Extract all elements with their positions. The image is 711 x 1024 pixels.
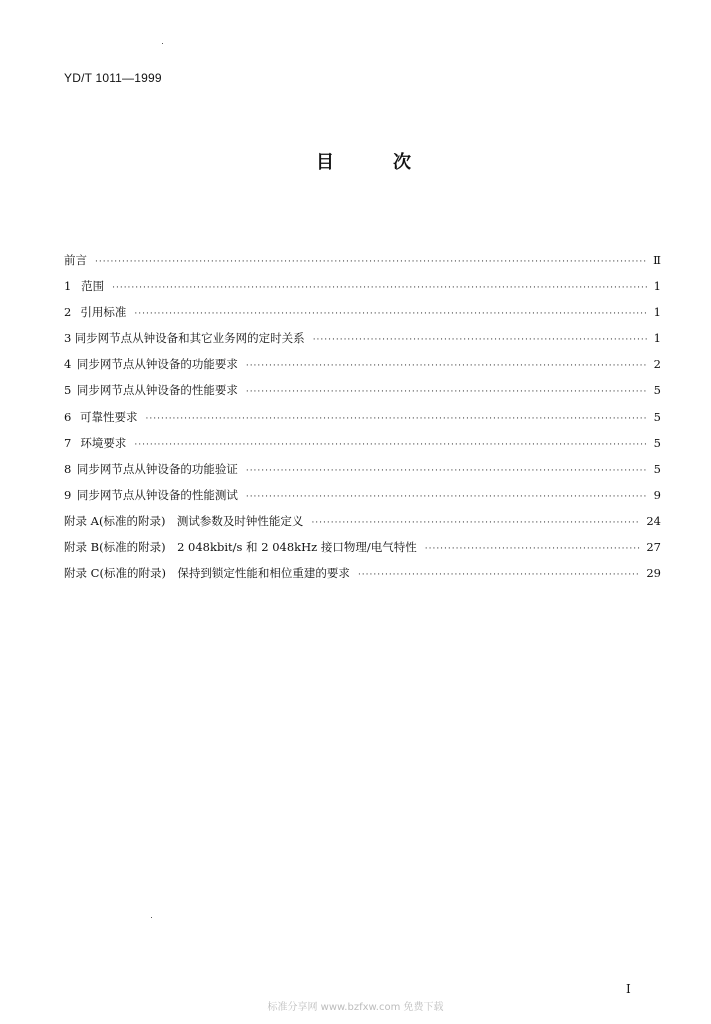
toc-section-number: 1 (64, 279, 72, 294)
toc-section-number: 2 (64, 305, 72, 320)
toc-entry-6[interactable] (64, 409, 661, 435)
toc-dot-leader (95, 257, 647, 267)
toc-dot-leader (246, 387, 647, 397)
toc-page-number: 27 (646, 540, 661, 555)
toc-entry-1[interactable] (64, 278, 661, 304)
toc-dot-leader (246, 361, 647, 371)
toc-dot-leader (246, 466, 647, 476)
toc-entry-7[interactable] (64, 435, 661, 461)
toc-entry-9[interactable] (64, 487, 661, 513)
toc-label: 同步网节点从钟设备和其它业务网的定时关系 (74, 331, 305, 346)
standard-code: YD/T 1011—1999 (64, 71, 162, 85)
toc-page-number: 1 (653, 331, 661, 346)
toc-label: 环境要求 (80, 435, 127, 450)
scan-speck (162, 43, 163, 44)
toc-page-number: 2 (653, 357, 661, 372)
table-of-contents (64, 252, 661, 591)
toc-entry-appendix-a[interactable] (64, 513, 661, 539)
toc-section-number: 5 (64, 383, 72, 398)
toc-page-number: Ⅱ (653, 253, 661, 267)
toc-label: 附录 C(标准的附录) 保持到锁定性能和相位重建的要求 (64, 566, 350, 581)
toc-label: 前言 (64, 253, 87, 267)
toc-page-number: 5 (653, 383, 661, 398)
toc-label: 引用标准 (80, 305, 127, 320)
toc-dot-leader (134, 440, 647, 450)
toc-page-number: 1 (653, 305, 661, 320)
toc-page-number: 9 (653, 487, 661, 502)
toc-dot-leader (112, 283, 647, 293)
toc-section-number: 4 (64, 357, 72, 372)
toc-label: 可靠性要求 (80, 409, 138, 424)
toc-section-number: 7 (64, 435, 72, 450)
toc-page-number: 5 (653, 461, 661, 476)
toc-label: 同步网节点从钟设备的性能测试 (76, 487, 238, 502)
toc-section-number: 3 (64, 331, 72, 346)
title-char-2: 次 (393, 152, 411, 173)
toc-section-number: 6 (64, 409, 72, 424)
toc-entry-appendix-b[interactable] (64, 539, 661, 565)
toc-dot-leader (146, 414, 647, 424)
toc-dot-leader (134, 309, 647, 319)
toc-entry-5[interactable] (64, 382, 661, 408)
toc-dot-leader (425, 544, 641, 554)
toc-label: 附录 A(标准的附录) 测试参数及时钟性能定义 (64, 513, 304, 528)
page-title (0, 148, 711, 178)
toc-entry-2[interactable] (64, 304, 661, 330)
toc-entry-8[interactable] (64, 461, 661, 487)
toc-entry-preface[interactable] (64, 252, 661, 278)
toc-entry-4[interactable] (64, 356, 661, 382)
toc-section-number: 8 (64, 461, 72, 476)
toc-section-number: 9 (64, 487, 72, 502)
page-number: I (626, 982, 631, 996)
scan-speck (151, 917, 152, 918)
toc-dot-leader (358, 570, 640, 580)
toc-dot-leader (311, 518, 640, 528)
toc-label: 同步网节点从钟设备的功能验证 (76, 461, 238, 476)
toc-page-number: 5 (653, 435, 661, 450)
toc-dot-leader (313, 335, 647, 345)
toc-label: 同步网节点从钟设备的性能要求 (76, 383, 238, 398)
toc-page-number: 29 (646, 566, 661, 581)
toc-page-number: 1 (653, 279, 661, 294)
title-char-1: 目 (316, 152, 334, 173)
toc-label: 同步网节点从钟设备的功能要求 (76, 357, 238, 372)
toc-entry-appendix-c[interactable] (64, 565, 661, 591)
toc-page-number: 24 (646, 513, 661, 528)
toc-label: 附录 B(标准的附录) 2 048kbit/s 和 2 048kHz 接口物理/电气特性 (64, 540, 417, 555)
watermark: 标准分享网 www.bzfxw.com 免费下载 (267, 1002, 444, 1013)
toc-page-number: 5 (653, 409, 661, 424)
toc-entry-3[interactable] (64, 330, 661, 356)
toc-dot-leader (246, 492, 647, 502)
toc-label: 范围 (81, 279, 105, 294)
